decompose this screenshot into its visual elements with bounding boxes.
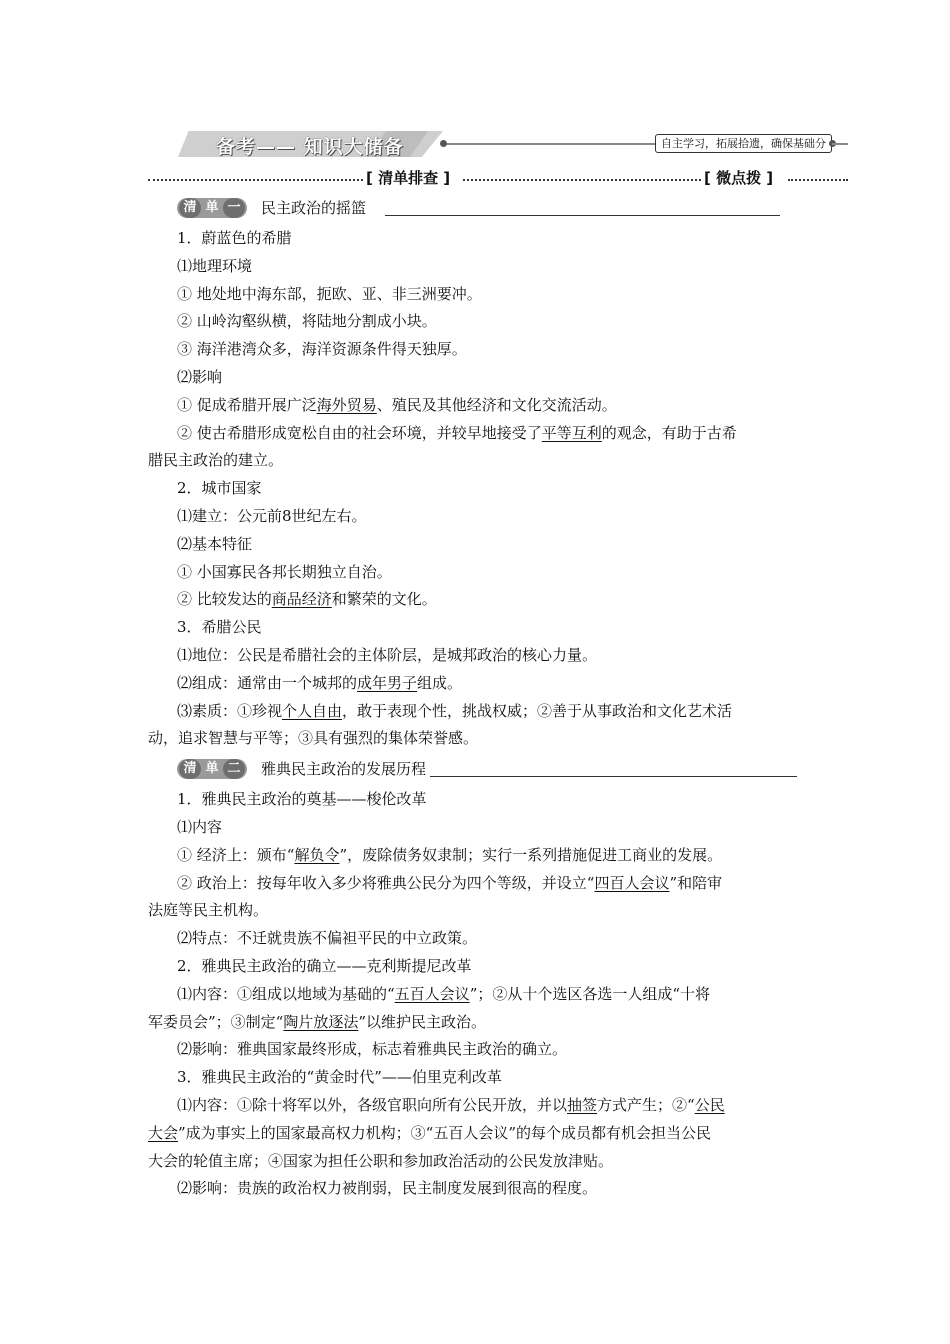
text: ② 比较发达的	[177, 590, 272, 608]
keyword: 四百人会议	[594, 874, 670, 892]
paragraph	[177, 701, 732, 721]
paragraph-continuation: 腊民主政治的建立。	[148, 451, 284, 469]
heading: 3．希腊公民	[177, 618, 262, 636]
keyword: 平等互利	[541, 424, 602, 442]
text: ⑶素质：①珍视	[177, 702, 283, 720]
text: 的观念，有助于古希	[601, 424, 737, 442]
subheading: ⑴内容	[177, 818, 223, 836]
subheading: ⑵影响	[177, 368, 223, 386]
heading: 2．城市国家	[177, 479, 262, 497]
keyword: 海外贸易	[316, 396, 377, 414]
keyword: 解负令	[294, 846, 340, 864]
paragraph: ③ 海洋港湾众多，海洋资源条件得天独厚。	[177, 340, 467, 358]
heading: 1．蔚蓝色的希腊	[177, 229, 292, 247]
text: ⑴内容：①组成以地域为基础的“	[177, 985, 395, 1003]
paragraph: ⑴地位：公民是希腊社会的主体阶层，是城邦政治的核心力量。	[177, 646, 598, 664]
paragraph	[177, 423, 737, 443]
section-title: 民主政治的摇篮	[261, 199, 367, 217]
subheading: ⑴地理环境	[177, 257, 253, 275]
text: ”，废除债务奴隶制；实行一系列措施促进工商业的发展。	[339, 846, 723, 864]
text: ① 经济上：颁布“	[177, 846, 295, 864]
section-header-1	[177, 198, 780, 220]
text: ⑴内容：①除十将军以外，各级官职向所有公民开放，并以	[177, 1096, 568, 1114]
paragraph	[177, 395, 617, 415]
section-banner	[178, 131, 848, 157]
paragraph: ⑵影响：贵族的政治权力被削弱，民主制度发展到很高的程度。	[177, 1179, 598, 1197]
paragraph	[177, 589, 437, 609]
paragraph-continuation: 大会的轮值主席；④国家为担任公职和参加政治活动的公民发放津贴。	[148, 1152, 614, 1170]
subheading: ⑵基本特征	[177, 535, 253, 553]
paragraph-continuation: 动，追求智慧与平等；③具有强烈的集体荣誉感。	[148, 729, 479, 747]
keyword: 陶片放逐法	[283, 1013, 359, 1031]
paragraph	[177, 873, 722, 893]
section-title: 雅典民主政治的发展历程	[261, 760, 427, 778]
text: ② 政治上：按每年收入多少将雅典公民分为四个等级，并设立“	[177, 874, 595, 892]
heading: 2．雅典民主政治的确立——克利斯提尼改革	[177, 957, 472, 975]
section-tag-char: 清	[179, 759, 201, 779]
paragraph	[177, 1095, 725, 1115]
banner-rule-tail	[832, 143, 848, 145]
checklist-label: [ 清单排查 ]	[366, 169, 451, 187]
keyword: 公民	[694, 1096, 725, 1114]
section-tag-char: 单	[205, 200, 219, 215]
text: ”成为事实上的国家最高权力机构；③“五百人会议”的每个成员都有机会担当公民	[178, 1124, 712, 1142]
text: ”以维护民主政治。	[358, 1013, 487, 1031]
keyword: 抽签	[567, 1096, 598, 1114]
text: 军委员会”；③制定“	[148, 1013, 284, 1031]
text: ② 使古希腊形成宽松自由的社会环境，并较早地接受了	[177, 424, 542, 442]
text: 组成。	[417, 674, 463, 692]
keyword: 商品经济	[271, 590, 332, 608]
banner-dot	[440, 140, 447, 147]
text: 方式产生；②“	[597, 1096, 695, 1114]
section-header-2	[177, 759, 797, 781]
paragraph: ① 地处地中海东部，扼欧、亚、非三洲要冲。	[177, 285, 482, 303]
section-tag-char: 单	[205, 761, 219, 776]
dotted-rule	[148, 179, 363, 181]
paragraph: ① 小国寡民各邦长期独立自治。	[177, 563, 392, 581]
keyword: 个人自由	[282, 702, 343, 720]
paragraph	[177, 845, 722, 865]
paragraph-continuation	[148, 1123, 711, 1143]
banner-tag: 自主学习，拓展拾遗，确保基础分	[655, 134, 832, 153]
paragraph: ② 山岭沟壑纵横，将陆地分割成小块。	[177, 312, 437, 330]
paragraph: ⑵影响：雅典国家最终形成，标志着雅典民主政治的确立。	[177, 1040, 568, 1058]
text: ① 促成希腊开展广泛	[177, 396, 317, 414]
text: ⑵组成：通常由一个城邦的	[177, 674, 358, 692]
paragraph	[177, 673, 462, 693]
keyword: 成年男子	[357, 674, 418, 692]
text: ，敢于表现个性，挑战权威；②善于从事政治和文化艺术活	[342, 702, 733, 720]
heading: 1．雅典民主政治的奠基——梭伦改革	[177, 790, 427, 808]
paragraph	[177, 984, 710, 1004]
dotted-rule	[463, 179, 701, 181]
heading: 3．雅典民主政治的“黄金时代”——伯里克利改革	[177, 1068, 502, 1086]
section-rule	[430, 776, 797, 777]
keyword: 五百人会议	[394, 985, 470, 1003]
paragraph: ⑴建立：公元前8世纪左右。	[177, 507, 367, 525]
tips-label: [ 微点拨 ]	[704, 169, 774, 187]
paragraph: ⑵特点：不迁就贵族不偏袒平民的中立政策。	[177, 929, 478, 947]
section-tag-char: 清	[179, 198, 201, 218]
text: ”；②从十个选区各选一人组成“十将	[469, 985, 711, 1003]
sub-header	[148, 167, 848, 189]
section-tag	[177, 198, 247, 218]
section-tag-char: 一	[223, 198, 245, 218]
dotted-rule	[788, 179, 848, 181]
section-tag	[177, 759, 247, 779]
banner-title: 备考—— 知识大储备	[216, 136, 404, 158]
paragraph-continuation: 法庭等民主机构。	[148, 901, 269, 919]
keyword: 大会	[148, 1124, 179, 1142]
text: ”和陪审	[669, 874, 723, 892]
text: 、殖民及其他经济和文化交流活动。	[376, 396, 617, 414]
section-rule	[385, 215, 780, 216]
section-tag-char: 二	[223, 759, 245, 779]
paragraph-continuation	[148, 1012, 486, 1032]
text: 和繁荣的文化。	[331, 590, 437, 608]
